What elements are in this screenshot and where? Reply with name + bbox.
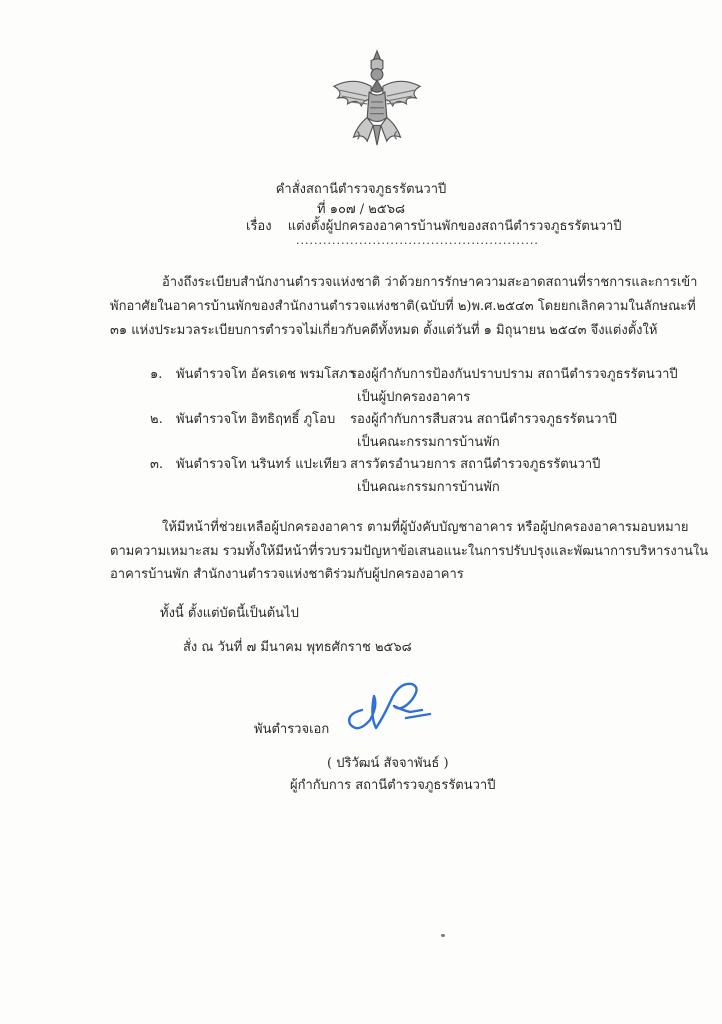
para2-line: ตามความเหมาะสม รวมทั้งให้มีหน้าที่รวบรวมปัญหาข้อเสนอแนะในการปรับปรุงและพัฒนาการบริหารงานใน — [110, 544, 709, 559]
order-number: ที่ ๑๐๗ / ๒๕๖๘ — [317, 202, 405, 217]
garuda-emblem-icon — [328, 46, 426, 150]
appointee-role: รองผู้กำกับการป้องกันปราบปราม สถานีตำรวจภูธรรัตนวาปี — [350, 367, 678, 382]
appointee-duty: เป็นผู้ปกครองอาคาร — [357, 390, 471, 405]
order-date: สั่ง ณ วันที่ ๗ มีนาคม พุทธศักราช ๒๕๖๘ — [183, 640, 412, 655]
signature-icon — [340, 676, 440, 736]
signer-name: ( ปริวัฒน์ สัจจาพันธ์ ) — [327, 756, 449, 771]
appointee-name: พันตำรวจโท นรินทร์ แปะเทียว — [176, 457, 347, 472]
effective-statement: ทั้งนี้ ตั้งแต่บัดนี้เป็นต้นไป — [160, 606, 299, 621]
document-title: คำสั่งสถานีตำรวจภูธรรัตนวาปี — [275, 182, 447, 197]
scan-speck — [441, 934, 445, 937]
appointee-number: ๒. — [150, 412, 163, 427]
appointee-role: รองผู้กำกับการสืบสวน สถานีตำรวจภูธรรัตนวาปี — [350, 412, 617, 427]
signer-rank: พันตำรวจเอก — [254, 722, 330, 737]
separator-dots: ...................................................... — [296, 234, 539, 247]
subject-line — [246, 215, 622, 236]
para2-line: ให้มีหน้าที่ช่วยเหลือผู้ปกครองอาคาร ตามที่ผู้บังคับบัญชาอาคาร หรือผู้ปกครองอาคารมอบหมาย — [162, 520, 689, 535]
appointee-number: ๑. — [150, 367, 163, 382]
para1-line: อ้างถึงระเบียบสำนักงานตำรวจแห่งชาติ ว่าด้วยการรักษาความสะอาดสถานที่ราชการและการเข้า — [162, 275, 698, 290]
appointee-duty: เป็นคณะกรรมการบ้านพัก — [357, 480, 500, 495]
appointee-duty: เป็นคณะกรรมการบ้านพัก — [357, 435, 500, 450]
appointee-number: ๓. — [150, 457, 164, 472]
para1-line: พักอาศัยในอาคารบ้านพักของสำนักงานตำรวจแห่งชาติ(ฉบับที่ ๒)พ.ศ.๒๕๔๓ โดยยกเลิกความในลักษณะที่ — [110, 299, 696, 314]
para2-line: อาคารบ้านพัก สำนักงานตำรวจแห่งชาติร่วมกับผู้ปกครองอาคาร — [110, 567, 464, 582]
signer-position: ผู้กำกับการ สถานีตำรวจภูธรรัตนวาปี — [290, 778, 496, 793]
appointee-role: สารวัตรอำนวยการ สถานีตำรวจภูธรรัตนวาปี — [350, 457, 601, 472]
subject-text: แต่งตั้งผู้ปกครองอาคารบ้านพักของสถานีตำรวจภูธรรัตนวาปี — [287, 219, 622, 234]
para1-line: ๓๑ แห่งประมวลระเบียบการตำรวจไม่เกี่ยวกับคดีทั้งหมด ตั้งแต่วันที่ ๑ มิถุนายน ๒๕๔๓ จึงแต่งตั้งให้ — [110, 323, 658, 338]
appointee-name: พันตำรวจโท อิทธิฤทธิ์ ภูโอบ — [176, 412, 336, 427]
appointee-name: พันตำรวจโท อัครเดช พรมโสภา — [176, 367, 356, 382]
subject-label: เรื่อง — [246, 219, 272, 234]
